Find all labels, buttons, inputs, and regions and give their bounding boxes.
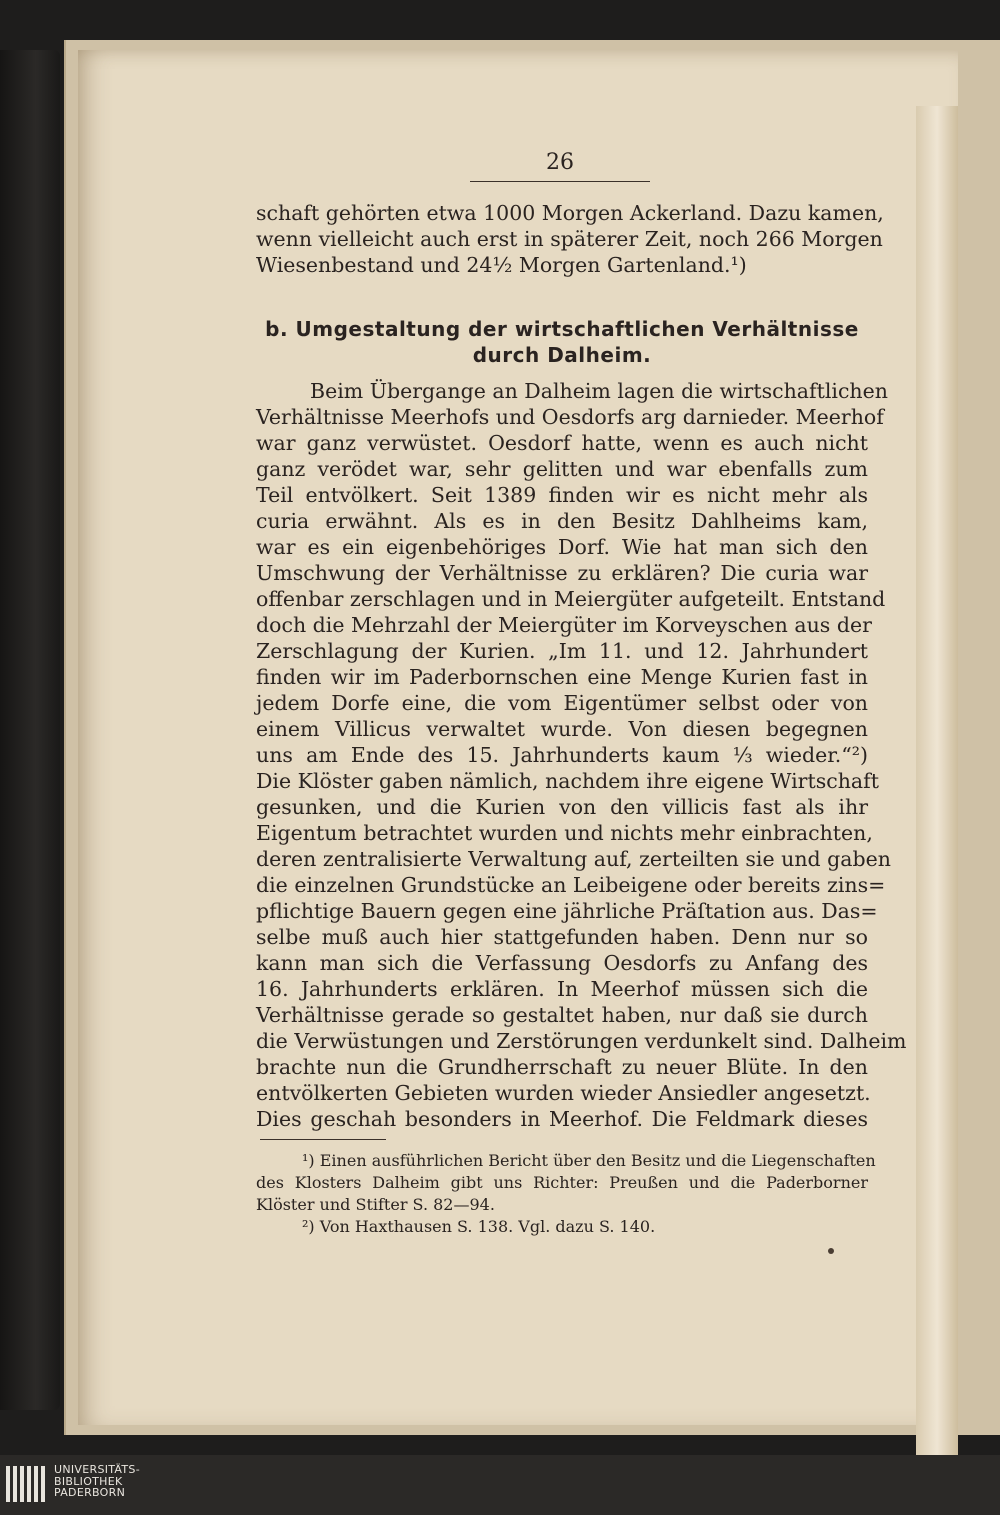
section-heading — [256, 316, 868, 368]
text-line: Eigentum betrachtet wurden und nichts mehr einbrachten, — [256, 821, 873, 845]
footnote-line: Klöster und Stifter S. 82—94. — [256, 1195, 495, 1214]
text-line: Dies geschah besonders in Meerhof. Die Feldmark dieses — [256, 1107, 868, 1131]
text-line: wenn vielleicht auch erst in späterer Zeit, noch 266 Morgen — [256, 227, 883, 251]
book-spine-edge — [0, 50, 60, 1410]
heading-line: durch Dalheim. — [472, 343, 652, 367]
text-line: schaft gehörten etwa 1000 Morgen Ackerland. Dazu kamen, — [256, 201, 884, 225]
text-line: doch die Mehrzahl der Meiergüter im Korveyschen aus der — [256, 613, 872, 637]
library-name-line: UNIVERSITÄTS- — [54, 1463, 140, 1476]
footnote-line: ²) Von Haxthausen S. 138. Vgl. dazu S. 140. — [302, 1217, 656, 1236]
opening-paragraph — [256, 200, 884, 278]
text-line: Umschwung der Verhältnisse zu erklären? Die curia war — [256, 561, 868, 585]
text-line: offenbar zerschlagen und in Meiergüter aufgeteilt. Entstand — [256, 587, 886, 611]
ink-dot — [828, 1248, 834, 1254]
text-line: brachte nun die Grundherrschaft zu neuer Blüte. In den — [256, 1055, 868, 1079]
footnote-line: des Klosters Dalheim gibt uns Richter: Preußen und die Paderborner — [256, 1173, 868, 1192]
text-line: entvölkerten Gebieten wurden wieder Ansiedler angesetzt. — [256, 1081, 871, 1105]
footnotes — [256, 1150, 876, 1238]
footnote-rule — [260, 1139, 386, 1140]
page-number: 26 — [546, 150, 574, 175]
library-name — [54, 1464, 254, 1499]
text-line: Teil entvölkert. Seit 1389 finden wir es nicht mehr als — [256, 483, 868, 507]
text-line: curia erwähnt. Als es in den Besitz Dahlheims kam, — [256, 509, 868, 533]
library-name-line: PADERBORN — [54, 1486, 126, 1499]
text-line: Wiesenbestand und 24½ Morgen Gartenland.¹) — [256, 253, 747, 277]
text-line: ganz verödet war, sehr gelitten und war ebenfalls zum — [256, 457, 868, 481]
body-paragraph — [256, 378, 907, 1132]
text-line: war es ein eigenbehöriges Dorf. Wie hat man sich den — [256, 535, 868, 559]
library-name-line: BIBLIOTHEK — [54, 1474, 123, 1488]
text-line: Verhältnisse Meerhofs und Oesdorfs arg darnieder. Meerhof — [256, 405, 884, 429]
text-line: pflichtige Bauern gegen eine jährliche Präſtation aus. Das= — [256, 899, 878, 923]
text-line: jedem Dorfe eine, die vom Eigentümer selbst oder von — [256, 691, 868, 715]
heading-line: b. Umgestaltung der wirtschaftlichen Verhältnisse — [265, 317, 859, 341]
text-line: gesunken, und die Kurien von den villicis fast als ihr — [256, 795, 868, 819]
text-line: einem Villicus verwaltet wurde. Von diesen begegnen — [256, 717, 868, 741]
text-line: deren zentralisierte Verwaltung auf, zerteilten sie und gaben — [256, 847, 891, 871]
text-line: Zerschlagung der Kurien. „Im 11. und 12. Jahrhundert — [256, 639, 868, 663]
text-line: Die Klöster gaben nämlich, nachdem ihre eigene Wirtschaft — [256, 769, 879, 793]
text-line: war ganz verwüstet. Oesdorf hatte, wenn es auch nicht — [256, 431, 868, 455]
page-number-rule — [470, 181, 650, 182]
text-line: die einzelnen Grundstücke an Leibeigene oder bereits zins= — [256, 873, 886, 897]
library-logo-icon — [6, 1466, 46, 1502]
text-line: die Verwüstungen und Zerstörungen verdunkelt sind. Dalheim — [256, 1029, 907, 1053]
text-line: selbe muß auch hier stattgefunden haben. Denn nur so — [256, 925, 868, 949]
page-fore-edge — [916, 106, 958, 1456]
text-line: Verhältnisse gerade so gestaltet haben, nur daß sie durch — [256, 1003, 868, 1027]
text-line: finden wir im Paderbornschen eine Menge Kurien fast in — [256, 665, 868, 689]
text-line: Beim Übergange an Dalheim lagen die wirtschaftlichen — [310, 379, 888, 403]
text-line: uns am Ende des 15. Jahrhunderts kaum ⅓ wieder.“²) — [256, 743, 868, 767]
text-line: 16. Jahrhunderts erklären. In Meerhof müssen sich die — [256, 977, 868, 1001]
text-line: kann man sich die Verfassung Oesdorfs zu Anfang des — [256, 951, 868, 975]
footnote-line: ¹) Einen ausführlichen Bericht über den Besitz und die Liegenschaften — [302, 1151, 876, 1170]
